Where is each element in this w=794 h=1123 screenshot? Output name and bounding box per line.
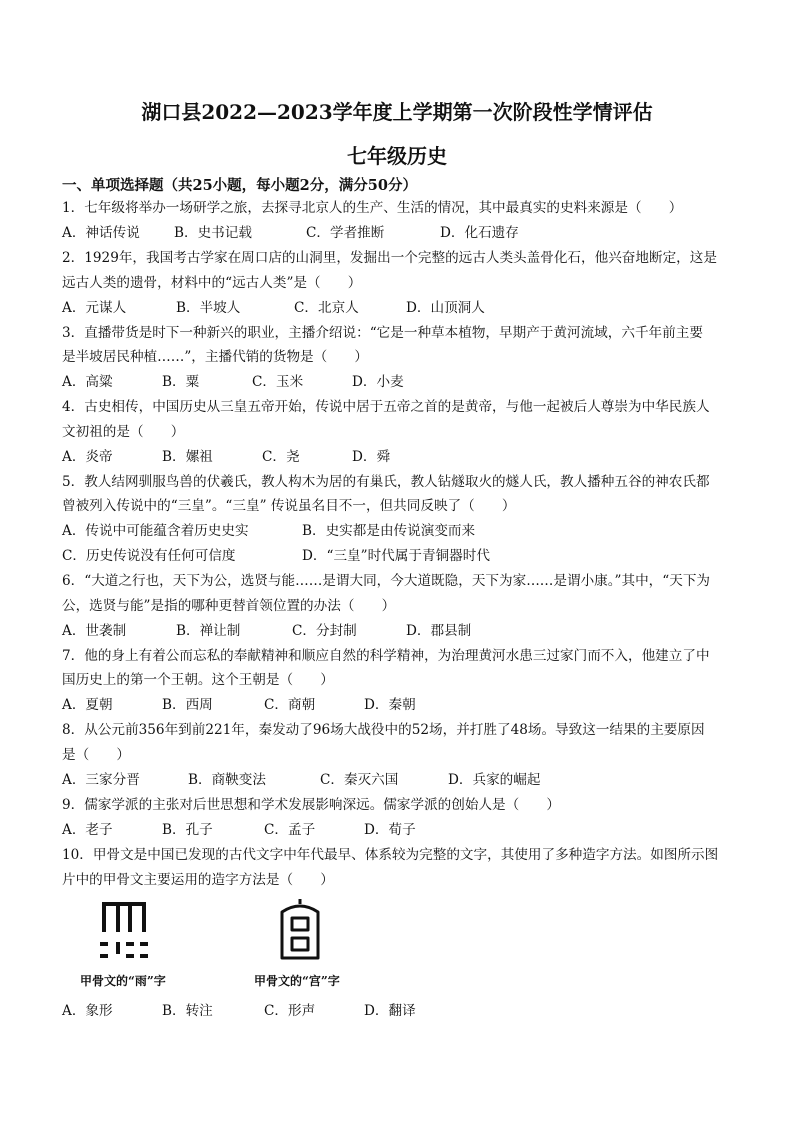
- q4-option-a: A．炎帝: [62, 449, 113, 465]
- section-heading: 一、单项选择题（共25小题，每小题2分，满分50分）: [62, 177, 417, 194]
- q2-option-c: C．北京人: [294, 300, 359, 316]
- q5-option-c: C．历史传说没有任何可信度: [62, 548, 236, 564]
- oracle-bone-palace-glyph-image: [276, 896, 324, 962]
- q3-option-c: C．玉米: [252, 374, 304, 390]
- q1-option-a: A．神话传说: [62, 225, 140, 241]
- q9-option-a: A．老子: [62, 822, 113, 838]
- q4-option-d: D．舜: [352, 449, 391, 465]
- q4-option-b: B．嫘祖: [162, 449, 213, 465]
- q10-option-d: D．翻译: [364, 1003, 416, 1019]
- q3-option-b: B．粟: [162, 374, 200, 390]
- q3-option-d: D．小麦: [352, 374, 404, 390]
- q10-option-c: C．形声: [264, 1003, 316, 1019]
- q4-option-c: C．尧: [262, 449, 300, 465]
- q8-option-a: A．三家分晋: [62, 772, 140, 788]
- question-4-text-line1: 4．古史相传，中国历史从三皇五帝开始，传说中居于五帝之首的是黄帝，与他一起被后人尊崇为中华民族人: [62, 399, 710, 415]
- q5-option-b: B．史实都是由传说演变而来: [302, 523, 476, 539]
- q10-option-a: A．象形: [62, 1003, 113, 1019]
- question-8-text-line1: 8．从公元前356年到前221年，秦发动了96场大战役中的52场，并打胜了48场。导致这一结果的主要原因: [62, 722, 705, 738]
- q1-option-b: B．史书记载: [174, 225, 252, 241]
- question-4-text-line2: 文初祖的是（ ）: [62, 424, 185, 440]
- q7-option-c: C．商朝: [264, 697, 316, 713]
- question-9-text: 9．儒家学派的主张对后世思想和学术发展影响深远。儒家学派的创始人是（ ）: [62, 797, 561, 813]
- question-6-text-line1: 6．“大道之行也，天下为公，选贤与能……是谓大同，今大道既隐，天下为家……是谓小康。”其中，“天下为: [62, 573, 711, 589]
- question-10-text-line1: 10．甲骨文是中国已发现的古代文字中年代最早、体系较为完整的文字，其使用了多种造字方法。如图所示图: [62, 847, 719, 863]
- exam-title: 湖口县2022—2023学年度上学期第一次阶段性学情评估: [141, 100, 653, 124]
- q8-option-d: D．兵家的崛起: [448, 772, 541, 788]
- q10-option-b: B．转注: [162, 1003, 213, 1019]
- q6-option-a: A．世袭制: [62, 623, 127, 639]
- question-2-text-line1: 2．1929年，我国考古学家在周口店的山洞里，发掘出一个完整的远古人类头盖骨化石，他兴奋地断定，这是: [62, 250, 717, 266]
- caption-rain-glyph: 甲骨文的“雨”字: [80, 974, 166, 988]
- q2-option-b: B．半坡人: [176, 300, 241, 316]
- q7-option-b: B．西周: [162, 697, 213, 713]
- question-1-text: 1．七年级将举办一场研学之旅，去探寻北京人的生产、生活的情况，其中最真实的史料来源是（ ）: [62, 200, 683, 216]
- question-3-text-line1: 3．直播带货是时下一种新兴的职业，主播介绍说：“它是一种草本植物，早期产于黄河流域，六千年前主要: [62, 325, 703, 341]
- question-10-text-line2: 片中的甲骨文主要运用的造字方法是（ ）: [62, 872, 334, 888]
- question-3-text-line2: 是半坡居民种植……”，主播代销的货物是（ ）: [62, 349, 369, 365]
- q5-option-a: A．传说中可能蕴含着历史史实: [62, 523, 249, 539]
- q6-option-b: B．禅让制: [176, 623, 241, 639]
- question-2-text-line2: 远古人类的遗骨，材料中的“远古人类”是（ ）: [62, 275, 362, 291]
- caption-palace-glyph: 甲骨文的“宫”字: [254, 974, 340, 988]
- question-8-text-line2: 是（ ）: [62, 747, 130, 763]
- question-7-text-line1: 7．他的身上有着公而忘私的奉献精神和顺应自然的科学精神，为治理黄河水患三过家门而不入，他建立了中: [62, 648, 710, 664]
- q6-option-c: C．分封制: [292, 623, 357, 639]
- q7-option-d: D．秦朝: [364, 697, 416, 713]
- q1-option-d: D．化石遗存: [440, 225, 519, 241]
- question-5-text-line2: 曾被列入传说中的“三皇”。“三皇” 传说虽名目不一，但共同反映了（ ）: [62, 498, 516, 514]
- q7-option-a: A．夏朝: [62, 697, 113, 713]
- q2-option-d: D．山顶洞人: [406, 300, 485, 316]
- q6-option-d: D．郡县制: [406, 623, 472, 639]
- oracle-bone-rain-glyph-image: [96, 898, 152, 962]
- q3-option-a: A．高粱: [62, 374, 113, 390]
- q8-option-c: C．秦灭六国: [320, 772, 399, 788]
- question-6-text-line2: 公，选贤与能”是指的哪种更替首领位置的办法（ ）: [62, 598, 396, 614]
- q5-option-d: D．“三皇”时代属于青铜器时代: [302, 548, 490, 564]
- q8-option-b: B．商鞅变法: [188, 772, 266, 788]
- q2-option-a: A．元谋人: [62, 300, 127, 316]
- q1-option-c: C．学者推断: [306, 225, 385, 241]
- exam-subtitle: 七年级历史: [347, 144, 447, 168]
- q9-option-c: C．孟子: [264, 822, 316, 838]
- q9-option-d: D．荀子: [364, 822, 416, 838]
- question-7-text-line2: 国历史上的第一个王朝。这个王朝是（ ）: [62, 672, 334, 688]
- question-5-text-line1: 5．教人结网驯服鸟兽的伏羲氏，教人构木为居的有巢氏，教人钻燧取火的燧人氏，教人播种五谷的神农氏都: [62, 474, 710, 490]
- q9-option-b: B．孔子: [162, 822, 213, 838]
